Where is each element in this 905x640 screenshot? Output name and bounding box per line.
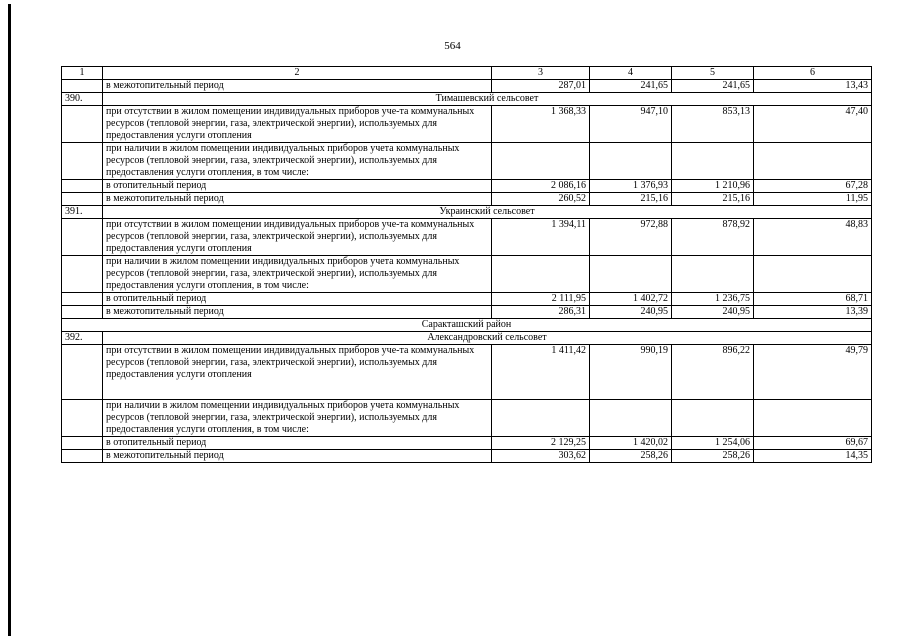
value-cell — [672, 400, 754, 437]
table-row — [62, 219, 872, 256]
table-row — [62, 306, 872, 319]
value-cell: 240,95 — [590, 306, 672, 319]
value-cell: 1 236,75 — [672, 293, 754, 306]
value-cell — [492, 143, 590, 180]
value-cell: 947,10 — [590, 106, 672, 143]
page-number: 564 — [444, 40, 461, 52]
section-number: 392. — [62, 332, 103, 345]
value-cell — [754, 143, 872, 180]
row-label: в отопительный период — [103, 293, 492, 306]
table-row — [62, 180, 872, 193]
value-cell — [590, 256, 672, 293]
table-row — [62, 400, 872, 437]
section-number: 390. — [62, 93, 103, 106]
value-cell: 1 376,93 — [590, 180, 672, 193]
value-cell: 69,67 — [754, 437, 872, 450]
value-cell: 258,26 — [672, 450, 754, 463]
number-cell — [62, 180, 103, 193]
header-cell: 1 — [62, 67, 103, 80]
value-cell — [754, 256, 872, 293]
value-cell: 1 394,11 — [492, 219, 590, 256]
value-cell — [590, 400, 672, 437]
value-cell — [754, 400, 872, 437]
value-cell — [590, 143, 672, 180]
row-label: при наличии в жилом помещении индивидуальных приборов учета коммунальных ресурсов (тепловой энергии, газа, электрической энергии), используемых для предоставления услуги отопления, в том числе: — [103, 143, 492, 180]
value-cell: 286,31 — [492, 306, 590, 319]
value-cell: 990,19 — [590, 345, 672, 400]
value-cell — [492, 256, 590, 293]
section-number: 391. — [62, 206, 103, 219]
value-cell: 287,01 — [492, 80, 590, 93]
number-cell — [62, 450, 103, 463]
value-cell: 2 086,16 — [492, 180, 590, 193]
value-cell: 260,52 — [492, 193, 590, 206]
section-title: Тимашевский сельсовет — [103, 93, 872, 106]
header-cell: 5 — [672, 67, 754, 80]
value-cell: 215,16 — [672, 193, 754, 206]
number-cell — [62, 293, 103, 306]
section-title: Александровский сельсовет — [103, 332, 872, 345]
section-row — [62, 206, 872, 219]
header-row — [62, 67, 872, 80]
value-cell — [492, 400, 590, 437]
value-cell: 878,92 — [672, 219, 754, 256]
page-edge-rule — [8, 4, 11, 636]
table-row — [62, 437, 872, 450]
value-cell: 13,39 — [754, 306, 872, 319]
header-cell: 2 — [103, 67, 492, 80]
value-cell: 13,43 — [754, 80, 872, 93]
value-cell: 1 210,96 — [672, 180, 754, 193]
table-row — [62, 80, 872, 93]
value-cell: 853,13 — [672, 106, 754, 143]
value-cell — [672, 143, 754, 180]
value-cell: 11,95 — [754, 193, 872, 206]
row-label: при наличии в жилом помещении индивидуальных приборов учета коммунальных ресурсов (тепловой энергии, газа, электрической энергии), используемых для предоставления услуги отопления, в том числе: — [103, 400, 492, 437]
value-cell: 240,95 — [672, 306, 754, 319]
value-cell: 47,40 — [754, 106, 872, 143]
district-row — [62, 319, 872, 332]
table-row — [62, 450, 872, 463]
value-cell: 215,16 — [590, 193, 672, 206]
table-row — [62, 293, 872, 306]
row-label: в межотопительный период — [103, 193, 492, 206]
value-cell: 14,35 — [754, 450, 872, 463]
value-cell: 1 411,42 — [492, 345, 590, 400]
value-cell: 303,62 — [492, 450, 590, 463]
value-cell: 896,22 — [672, 345, 754, 400]
value-cell: 67,28 — [754, 180, 872, 193]
value-cell: 972,88 — [590, 219, 672, 256]
number-cell — [62, 143, 103, 180]
row-label: в межотопительный период — [103, 306, 492, 319]
table-body — [62, 67, 872, 463]
value-cell: 48,83 — [754, 219, 872, 256]
table-row — [62, 256, 872, 293]
value-cell: 2 111,95 — [492, 293, 590, 306]
number-cell — [62, 193, 103, 206]
section-row — [62, 332, 872, 345]
number-cell — [62, 80, 103, 93]
district-title: Саракташский район — [62, 319, 872, 332]
number-cell — [62, 106, 103, 143]
value-cell: 258,26 — [590, 450, 672, 463]
header-cell: 4 — [590, 67, 672, 80]
row-label: в отопительный период — [103, 180, 492, 193]
number-cell — [62, 306, 103, 319]
row-label: при отсутствии в жилом помещении индивидуальных приборов уче-та коммунальных ресурсов (тепловой энергии, газа, электрической энергии), используемых для предоставления услуги отопления — [103, 219, 492, 256]
row-label: в межотопительный период — [103, 80, 492, 93]
value-cell: 68,71 — [754, 293, 872, 306]
table-row — [62, 143, 872, 180]
tariff-table — [61, 66, 872, 463]
value-cell: 1 368,33 — [492, 106, 590, 143]
value-cell: 1 420,02 — [590, 437, 672, 450]
row-label: при отсутствии в жилом помещении индивидуальных приборов уче-та коммунальных ресурсов (тепловой энергии, газа, электрической энергии), используемых для предоставления услуги отопления — [103, 345, 492, 400]
row-label: в межотопительный период — [103, 450, 492, 463]
number-cell — [62, 345, 103, 400]
number-cell — [62, 256, 103, 293]
table-row — [62, 106, 872, 143]
row-label: при наличии в жилом помещении индивидуальных приборов учета коммунальных ресурсов (тепловой энергии, газа, электрической энергии), используемых для предоставления услуги отопления, в том числе: — [103, 256, 492, 293]
header-cell: 6 — [754, 67, 872, 80]
value-cell: 241,65 — [590, 80, 672, 93]
number-cell — [62, 437, 103, 450]
value-cell: 1 402,72 — [590, 293, 672, 306]
table-row — [62, 345, 872, 400]
table-row — [62, 193, 872, 206]
section-row — [62, 93, 872, 106]
number-cell — [62, 219, 103, 256]
value-cell: 49,79 — [754, 345, 872, 400]
row-label: при отсутствии в жилом помещении индивидуальных приборов уче-та коммунальных ресурсов (тепловой энергии, газа, электрической энергии), используемых для предоставления услуги отопления — [103, 106, 492, 143]
header-cell: 3 — [492, 67, 590, 80]
number-cell — [62, 400, 103, 437]
value-cell: 1 254,06 — [672, 437, 754, 450]
section-title: Украинский сельсовет — [103, 206, 872, 219]
value-cell: 241,65 — [672, 80, 754, 93]
value-cell: 2 129,25 — [492, 437, 590, 450]
row-label: в отопительный период — [103, 437, 492, 450]
value-cell — [672, 256, 754, 293]
